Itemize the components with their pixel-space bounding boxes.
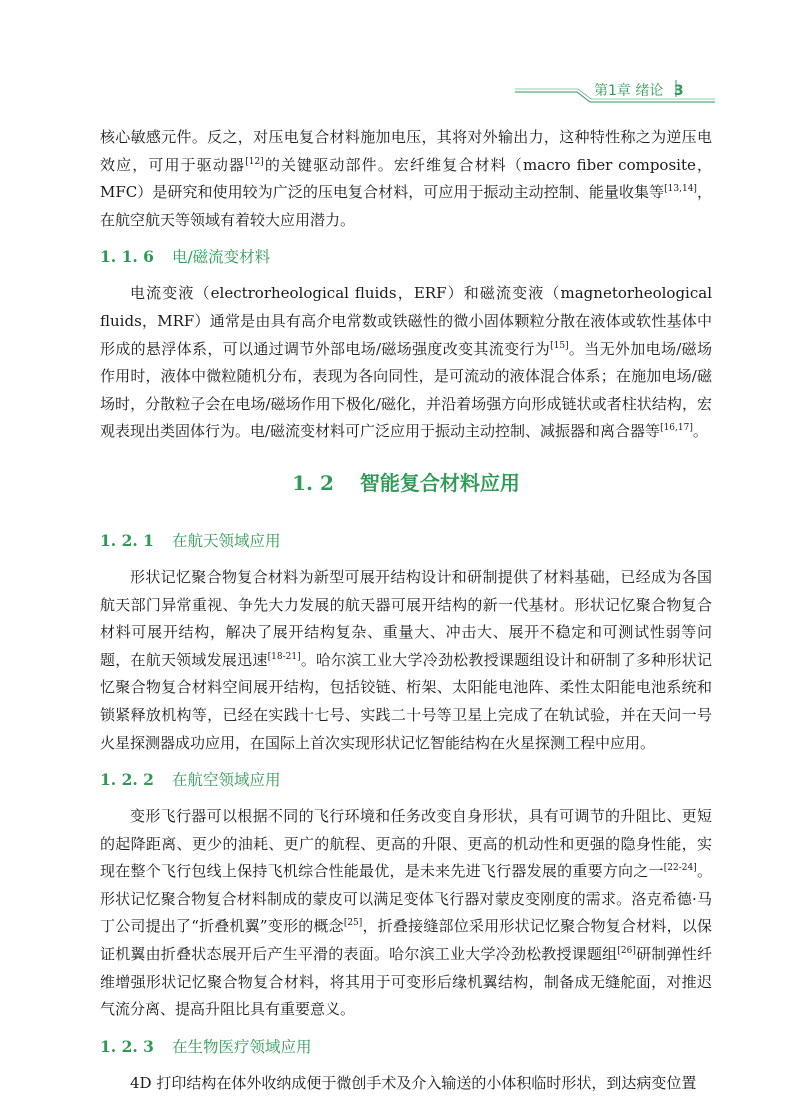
text-run: 。 [692,422,708,441]
citation-ref: [18-21] [267,651,301,662]
chapter-label: 第1章 绪论 [594,83,664,99]
citation-ref: [22-24] [663,863,697,874]
paragraph [100,1070,712,1098]
text-run: 4D 打印结构在体外收纳成便于微创手术及介入输送的小体积临时形状，到达病变位置 [130,1073,697,1092]
paragraph [100,280,712,446]
section-heading-1-1-6 [100,244,712,270]
section-number: 1. 2. 1 [100,530,154,550]
text-run: 。哈尔滨工业大学冷劲松教授课题组设计和研制了多种形状记忆聚合物复合材料空间展开结构，包括铰链、桁架、太阳能电池阵、柔性太阳能电池系统和锁紧释放机构等，已经在实践十七号、实践二十号等卫星上完成了在轨试验，并在天问一号火星探测器成功应用，在国际上首次实现形状记忆智能结构在火星探测工程中应用。 [100,650,712,752]
paragraph [100,564,712,757]
text-run: 研制弹性纤维增强形状记忆聚合物复合材料，将其用于可变形后缘机翼结构，制备成无缝舵面，对推迟气流分离、提高升阻比具有重要意义。 [100,945,712,1019]
section-title: 在航天领域应用 [171,531,281,550]
text-run: 。当无外加电场/磁场作用时，液体中微粒随机分布，表现为各向同性，是可流动的液体混合体系；在施加电场/磁场时，分散粒子会在电场/磁场作用下极化/磁化，并沿着场强方向形成链状或者柱状结构，宏观表现出类固体行为。电/磁流变材料可广泛应用于振动主动控制、减振器和离合器等 [100,339,712,441]
running-head [594,80,684,100]
text-run: 形状记忆聚合物复合材料为新型可展开结构设计和研制提供了材料基础，已经成为各国航天部门异常重视、争先大力发展的航天器可展开结构的新一代基材。形状记忆聚合物复合材料可展开结构，解决了展开结构复杂、重量大、冲击大、展开不稳定和可测试性弱等问题，在航天领域发展迅速 [100,567,712,669]
citation-ref: [26] [617,946,636,957]
section-heading-1-2-1 [100,528,712,554]
page-number: 3 [673,83,684,99]
section-heading-1-2-2 [100,767,712,793]
text-run: ，在航空航天等领域有着较大应用潜力。 [100,183,712,229]
section-title: 在航空领域应用 [171,771,281,790]
text-run: 核心敏感元件。反之，对压电复合材料施加电压，其将对外输出力，这种特性称之为逆压电效应，可用于驱动器 [100,128,712,174]
section-heading-1-2 [100,468,712,498]
section-title: 在生物医疗领域应用 [171,1037,312,1056]
citation-ref: [15] [550,340,569,351]
section-heading-1-2-3 [100,1034,712,1060]
section-title: 智能复合材料应用 [359,470,520,495]
page-content [100,124,712,1107]
section-number: 1. 2 [292,470,334,495]
text-run: ，折叠接缝部位采用形状记忆聚合物复合材料，以保证机翼由折叠状态展开后产生平滑的表面。哈尔滨工业大学冷劲松教授课题组 [100,917,712,964]
header-rule [0,0,800,120]
section-number: 1. 2. 2 [100,770,154,790]
text-run: 变形飞行器可以根据不同的飞行环境和任务改变自身形状，具有可调节的升阻比、更短的起降距离、更少的油耗、更广的航程、更高的升限、更高的机动性和更强的隐身性能，实现在整个飞行包线上保持飞机综合性能最优，是未来先进飞行器发展的重要方向之一 [100,807,712,881]
citation-ref: [12] [245,156,264,167]
section-title: 电/磁流变材料 [171,248,271,267]
paragraph [100,803,712,1024]
citation-ref: [25] [343,918,363,929]
paragraph [100,124,712,234]
section-number: 1. 1. 6 [100,247,154,267]
text-run: 的关键驱动部件。宏纤维复合材料（macro fiber composite，MFC）是研究和使用较为广泛的压电复合材料，可应用于振动主动控制、能量收集等 [100,155,712,202]
text-run: 电流变液（electrorheological fluids，ERF）和磁流变液（magnetorheological fluids，MRF）通常是由具有高介电常数或铁磁性的微小固体颗粒分散在液体或软性基体中形成的悬浮体系，可以通过调节外部电场/磁场强度改变其流变行为 [100,284,712,358]
citation-ref: [13,14] [664,184,697,195]
text-run: 。形状记忆聚合物复合材料制成的蒙皮可以满足变体飞行器对蒙皮变刚度的需求。洛克希德·马丁公司提出了“折叠机翼”变形的概念 [100,862,712,936]
citation-ref: [16,17] [660,423,693,434]
section-number: 1. 2. 3 [100,1036,154,1056]
